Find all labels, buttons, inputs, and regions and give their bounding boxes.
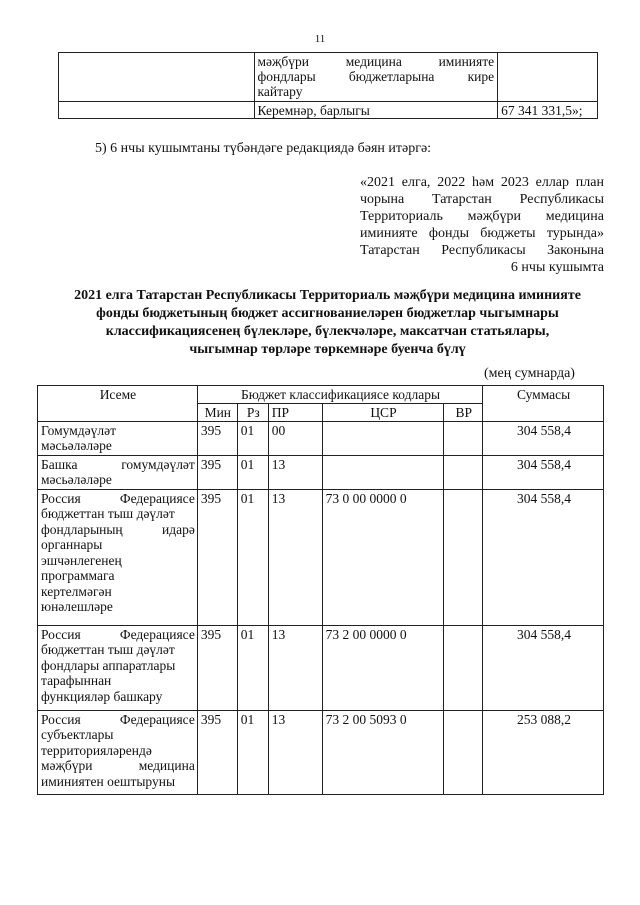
name-line: эшчәнлегенең bbox=[41, 552, 122, 568]
min-cell: 395 bbox=[197, 421, 237, 455]
appendix-reference bbox=[360, 174, 604, 276]
empty-cell bbox=[59, 53, 255, 102]
reference-line: Территориаль мәҗбүри медицина bbox=[360, 209, 604, 224]
text-line: Керемнәр, барлыгы bbox=[257, 103, 370, 118]
rz-cell: 01 bbox=[237, 710, 268, 794]
header-name: Исеме bbox=[38, 386, 198, 422]
text-line: фондлары бюджетларына кире bbox=[257, 69, 495, 84]
header-min: Мин bbox=[197, 404, 237, 422]
row-name-cell bbox=[38, 421, 198, 455]
min-cell: 395 bbox=[197, 625, 237, 710]
table-header-row bbox=[38, 386, 604, 404]
pr-cell: 13 bbox=[268, 455, 322, 489]
name-line: функцияләр башкару bbox=[41, 688, 163, 704]
name-line: программага bbox=[41, 568, 115, 583]
row-text-cell bbox=[254, 102, 498, 119]
vr-cell bbox=[444, 455, 483, 489]
name-line: Россия Федерациясе bbox=[41, 711, 195, 727]
name-line: бюджеттан тыш дәүләт bbox=[41, 506, 175, 521]
name-line: фондларының идарә bbox=[41, 521, 195, 537]
name-line: Россия Федерациясе bbox=[41, 626, 195, 642]
sum-cell: 304 558,4 bbox=[483, 489, 604, 625]
name-line: юнәлешләре bbox=[41, 599, 113, 614]
vr-cell bbox=[444, 710, 483, 794]
header-codes: Бюджет классификациясе кодлары bbox=[197, 386, 482, 404]
row-text-cell bbox=[254, 53, 498, 102]
table-row bbox=[38, 625, 604, 710]
reference-line: «2021 елга, 2022 һәм 2023 еллар план bbox=[360, 175, 604, 190]
name-line: мәсьәләләре bbox=[41, 438, 112, 453]
pr-cell: 13 bbox=[268, 710, 322, 794]
name-line: Гомумдәүләт bbox=[41, 422, 117, 438]
vr-cell bbox=[444, 421, 483, 455]
rz-cell: 01 bbox=[237, 625, 268, 710]
title-line: чыгымнар төрләре төркемнәре буенча бүлү bbox=[189, 342, 466, 357]
name-line: фондлары аппаратлары bbox=[41, 657, 176, 673]
document-title bbox=[50, 287, 605, 359]
sum-cell: 304 558,4 bbox=[483, 625, 604, 710]
reference-line: Татарстан Республикасы Законына bbox=[360, 243, 604, 258]
table-row bbox=[59, 53, 598, 102]
table-row bbox=[38, 710, 604, 794]
sum-cell: 304 558,4 bbox=[483, 455, 604, 489]
table-row bbox=[38, 455, 604, 489]
csr-cell: 73 0 00 0000 0 bbox=[322, 489, 444, 625]
row-name-cell bbox=[38, 625, 198, 710]
empty-cell bbox=[59, 102, 255, 119]
row-name-cell bbox=[38, 710, 198, 794]
title-line: фонды бюджетының бюджет ассигнованиеләрен бюджетлар чыгымнары bbox=[96, 306, 559, 321]
title-line: 2021 елга Татарстан Республикасы Территориаль мәҗбүри медицина иминияте bbox=[74, 288, 581, 303]
row-name-cell bbox=[38, 489, 198, 625]
table-row bbox=[38, 489, 604, 625]
name-line: мәҗбүри медицина bbox=[41, 758, 195, 773]
header-rz: Рз bbox=[237, 404, 268, 422]
header-pr: ПР bbox=[268, 404, 322, 422]
sum-cell: 304 558,4 bbox=[483, 421, 604, 455]
pr-cell: 13 bbox=[268, 625, 322, 710]
csr-cell: 73 2 00 0000 0 bbox=[322, 625, 444, 710]
name-line: Россия Федерациясе bbox=[41, 490, 195, 506]
header-vr: ВР bbox=[444, 404, 483, 422]
vr-cell bbox=[444, 625, 483, 710]
table-row bbox=[59, 102, 598, 119]
min-cell: 395 bbox=[197, 489, 237, 625]
text-line: мәҗбүри медицина иминияте bbox=[257, 54, 495, 69]
pr-cell: 13 bbox=[268, 489, 322, 625]
csr-cell bbox=[322, 455, 444, 489]
vr-cell bbox=[444, 489, 483, 625]
rz-cell: 01 bbox=[237, 455, 268, 489]
rz-cell: 01 bbox=[237, 489, 268, 625]
amount-cell: 67 341 331,5»; bbox=[498, 102, 598, 119]
units-note: (мең сумнарда) bbox=[484, 366, 575, 381]
name-line: иминиятен оештыруны bbox=[41, 773, 176, 789]
title-line: классификациясенең бүлекләре, бүлекчәләре, максатчан статьялары, bbox=[105, 324, 550, 339]
name-line: бюджеттан тыш дәүләт bbox=[41, 642, 175, 657]
pr-cell: 00 bbox=[268, 421, 322, 455]
min-cell: 395 bbox=[197, 710, 237, 794]
header-sum: Суммасы bbox=[483, 386, 604, 422]
amount-cell bbox=[498, 53, 598, 102]
name-line: мәсьәләләре bbox=[41, 472, 112, 487]
csr-cell bbox=[322, 421, 444, 455]
csr-cell: 73 2 00 5093 0 bbox=[322, 710, 444, 794]
reference-line: 6 нчы кушымта bbox=[510, 260, 604, 275]
header-csr: ЦСР bbox=[322, 404, 444, 422]
name-line: органнары bbox=[41, 537, 103, 552]
top-table bbox=[58, 52, 598, 119]
name-line: тарафыннан bbox=[41, 673, 112, 688]
amendment-paragraph: 5) 6 нчы кушымтаны түбәндәге редакциядә бәян итәргә: bbox=[95, 141, 432, 156]
rz-cell: 01 bbox=[237, 421, 268, 455]
reference-line: чорына Татарстан Республикасы bbox=[360, 192, 604, 207]
row-name-cell bbox=[38, 455, 198, 489]
name-line: кертелмәгән bbox=[41, 583, 112, 599]
text-line: кайтару bbox=[257, 84, 303, 99]
allocation-table bbox=[37, 385, 604, 795]
sum-cell: 253 088,2 bbox=[483, 710, 604, 794]
table-row bbox=[38, 421, 604, 455]
min-cell: 395 bbox=[197, 455, 237, 489]
name-line: Башка гомумдәүләт bbox=[41, 456, 195, 472]
reference-line: иминияте фонды бюджеты турында» bbox=[360, 226, 604, 241]
name-line: субъектлары bbox=[41, 727, 114, 742]
page-number: 11 bbox=[314, 33, 326, 45]
name-line: территорияләрендә bbox=[41, 742, 152, 758]
